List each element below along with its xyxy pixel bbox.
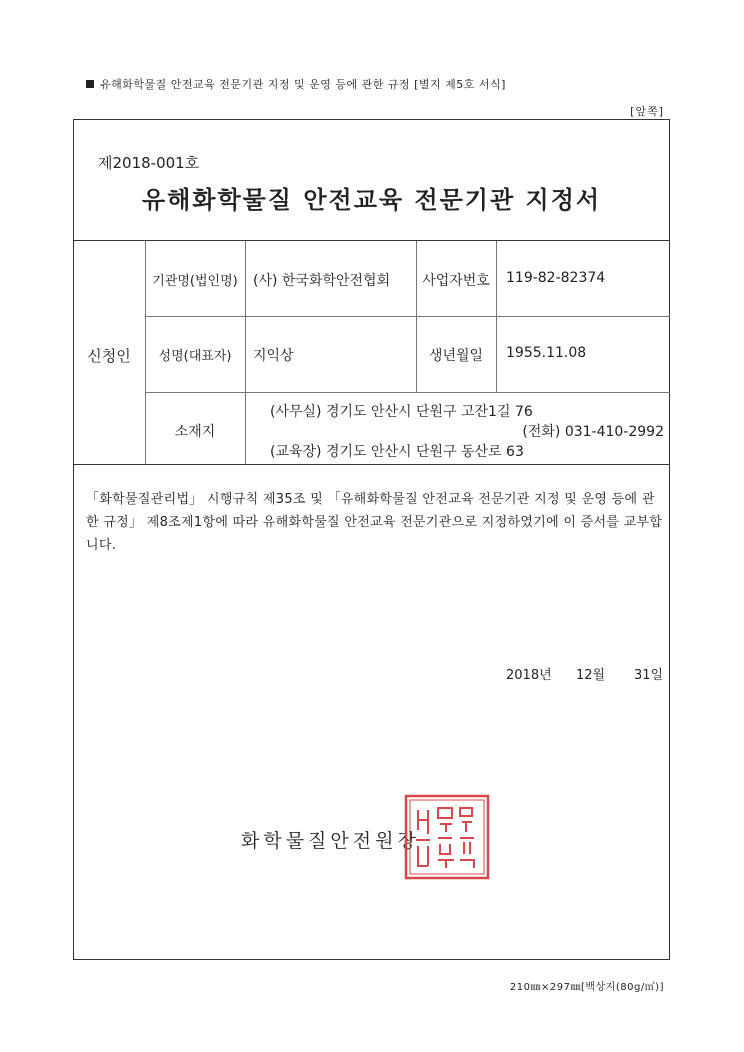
birth-value: 1955.11.08 [506, 345, 587, 361]
date-year: 2018년 [506, 668, 552, 683]
birth-label: 생년월일 [428, 348, 484, 364]
biz-no-label: 사업자번호 [422, 273, 490, 289]
header-note [86, 76, 506, 92]
issuer-name: 화학물질안전원장 [241, 830, 420, 852]
official-seal-icon [404, 794, 490, 880]
table-divider [145, 316, 670, 317]
paper-spec-note: 210㎜×297㎜[백상지(80g/㎡)] [509, 982, 664, 993]
rep-name-value: 지익상 [253, 348, 294, 364]
table-divider [496, 241, 497, 393]
applicant-table [73, 240, 670, 465]
certificate-body-text: 「화학물질관리법」 시행규칙 제35조 및 「유해화학물질 안전교육 전문기관 지정 및 운영 등에 관한 규정」 제8조제1항에 따라 유해화학물질 안전교육 전문기관으로 지정하였기에 이 증서를 교부합니다. [86, 492, 663, 553]
address-label: 소재지 [174, 424, 216, 440]
page-side-label: [앞쪽] [630, 105, 664, 118]
biz-no-value: 119-82-82374 [506, 270, 606, 286]
header-note-text: 유해화학물질 안전교육 전문기관 지정 및 운영 등에 관한 규정 [별지 제5호 서식] [100, 78, 506, 91]
document-number: 제2018-001호 [98, 154, 200, 172]
phone-value: (전화) 031-410-2992 [522, 424, 664, 440]
address-office: (사무실) 경기도 안산시 단원구 고잔1길 76 [270, 404, 533, 420]
org-name-value: (사) 한국화학안전협회 [253, 273, 391, 289]
applicant-section-label: 신청인 [87, 347, 131, 365]
table-divider [145, 392, 670, 393]
date-day: 31일 [634, 668, 664, 683]
table-divider [416, 241, 417, 393]
org-name-label: 기관명(법인명) [152, 274, 238, 289]
address-edu: (교육장) 경기도 안산시 단원구 동산로 63 [270, 444, 524, 460]
rep-name-label: 성명(대표자) [158, 349, 232, 364]
document-title: 유해화학물질 안전교육 전문기관 지정서 [141, 186, 602, 214]
date-month: 12월 [576, 668, 606, 683]
square-bullet-icon [86, 80, 94, 88]
table-divider [245, 241, 246, 464]
